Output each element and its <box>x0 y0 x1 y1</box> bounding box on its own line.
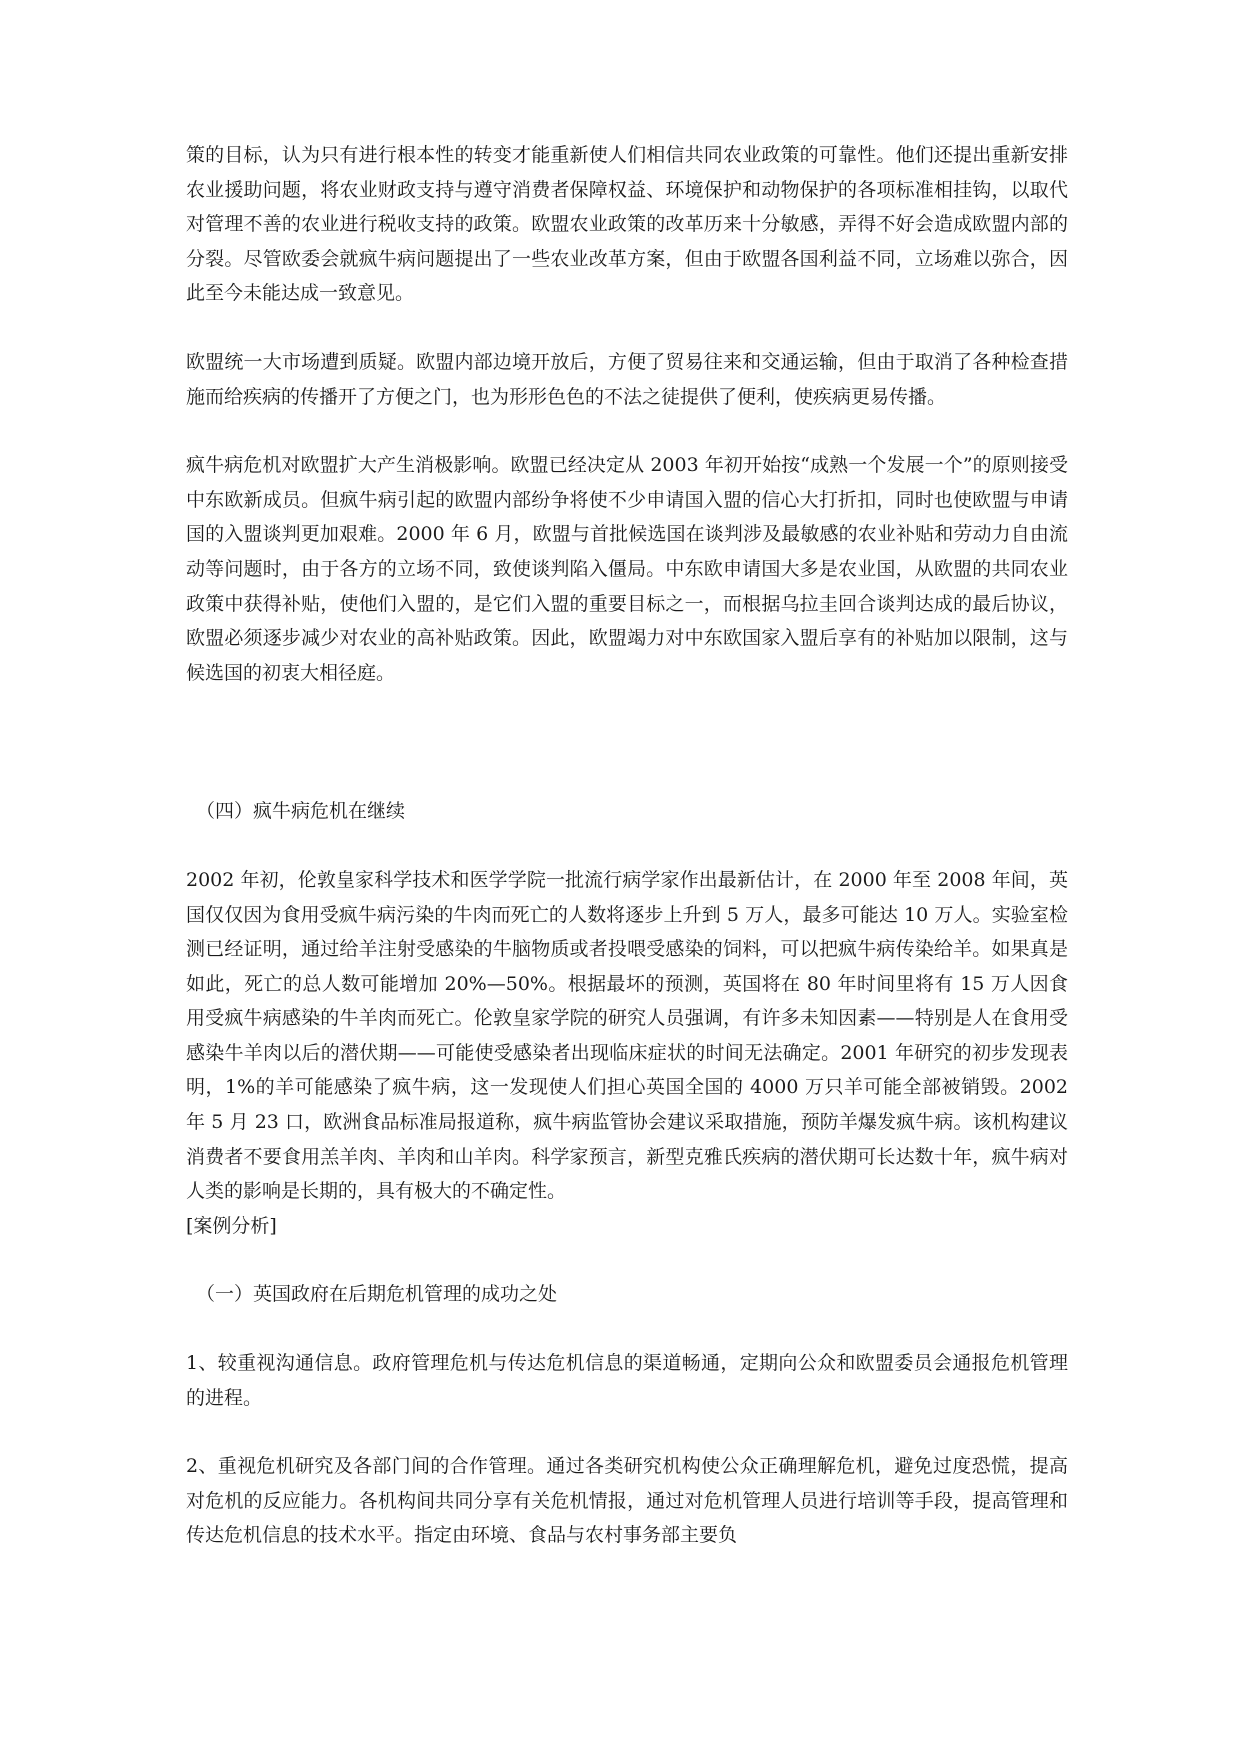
paragraph-eu-enlargement: 疯牛病危机对欧盟扩大产生消极影响。欧盟已经决定从 2003 年初开始按“成熟一个发展一个”的原则接受中东欧新成员。但疯牛病引起的欧盟内部纷争将使不少申请国入盟的信心大打折扣，同时也使欧盟与申请国的入盟谈判更加艰难。2000 年 6 月，欧盟与首批候选国在谈判涉及最敏感的农业补贴和劳动力自由流动等问题时，由于各方的立场不同，致使谈判陷入僵局。中东欧申请国大多是农业国，从欧盟的共同农业政策中获得补贴，使他们入盟的，是它们入盟的重要目标之一，而根据乌拉圭回合谈判达成的最后协议，欧盟必须逐步减少对农业的高补贴政策。因此，欧盟竭力对中东欧国家入盟后享有的补贴加以限制，这与候选国的初衷大相径庭。 <box>186 454 1068 684</box>
paragraph-research-cooperation: 2、重视危机研究及各部门间的合作管理。通过各类研究机构使公众正确理解危机，避免过度恐慌，提高对危机的反应能力。各机构间共同分享有关危机情报，通过对危机管理人员进行培训等手段，提高管理和传达危机信息的技术水平。指定由环境、食品与农村事务部主要负 <box>186 1455 1068 1547</box>
paragraph-spacer <box>186 1415 1068 1449</box>
paragraph-communication: 1、较重视沟通信息。政府管理危机与传达危机信息的渠道畅通，定期向公众和欧盟委员会通报危机管理的进程。 <box>186 1352 1068 1409</box>
section-heading-success: （一）英国政府在后期危机管理的成功之处 <box>196 1283 558 1306</box>
section-heading-continuing-crisis: （四）疯牛病危机在继续 <box>196 800 406 823</box>
paragraph-spacer <box>186 1243 1068 1277</box>
paragraph-spacer <box>186 829 1068 863</box>
paragraph-epidemic-estimate: 2002 年初，伦敦皇家科学技术和医学学院一批流行病学家作出最新估计，在 2000 年至 2008 年间，英国仅仅因为食用受疯牛病污染的牛肉而死亡的人数将逐步上升到 5 万人，最多可能达 10 万人。实验室检测已经证明，通过给羊注射受感染的牛脑物质或者投喂受感染的饲料，可以把疯牛病传染给羊。如果真是如此，死亡的总人数可能增加 20%—50%。根据最坏的预测，英国将在 80 年时间里将有 15 万人因食用受疯牛病感染的牛羊肉而死亡。伦敦皇家学院的研究人员强调，有许多未知因素——特别是人在食用受感染牛羊肉以后的潜伏期——可能使受感染者出现临床症状的时间无法确定。2001 年研究的初步发现表明，1%的羊可能感染了疯牛病，这一发现使人们担心英国全国的 4000 万只羊可能全部被销毁。2002 年 5 月 23 口，欧洲食品标准局报道称，疯牛病监管协会建议采取措施，预防羊爆发疯牛病。该机构建议消费者不要食用羔羊肉、羊肉和山羊肉。科学家预言，新型克雅氏疾病的潜伏期可长达数十年，疯牛病对人类的影响是长期的，具有极大的不确定性。 <box>186 868 1068 1203</box>
section-spacer <box>186 690 1068 794</box>
paragraph-spacer <box>186 414 1068 448</box>
paragraph-single-market: 欧盟统一大市场遭到质疑。欧盟内部边境开放后，方便了贸易往来和交通运输，但由于取消了各种检查措施而给疾病的传播开了方便之门，也为形形色色的不法之徒提供了便利，使疾病更易传播。 <box>186 350 1068 408</box>
paragraph-spacer <box>186 311 1068 345</box>
document-page <box>186 138 1068 1553</box>
paragraph-spacer <box>186 1312 1068 1346</box>
case-analysis-label: [案例分析] <box>186 1214 277 1237</box>
paragraph-agricultural-policy: 策的目标，认为只有进行根本性的转变才能重新使人们相信共同农业政策的可靠性。他们还提出重新安排农业援助问题，将农业财政支持与遵守消费者保障权益、环境保护和动物保护的各项标准相挂钩，以取代对管理不善的农业进行税收支持的政策。欧盟农业政策的改革历来十分敏感，弄得不好会造成欧盟内部的分裂。尽管欧委会就疯牛病问题提出了一些农业改革方案，但由于欧盟各国利益不同，立场难以弥合，因此至今未能达成一致意见。 <box>186 144 1068 305</box>
